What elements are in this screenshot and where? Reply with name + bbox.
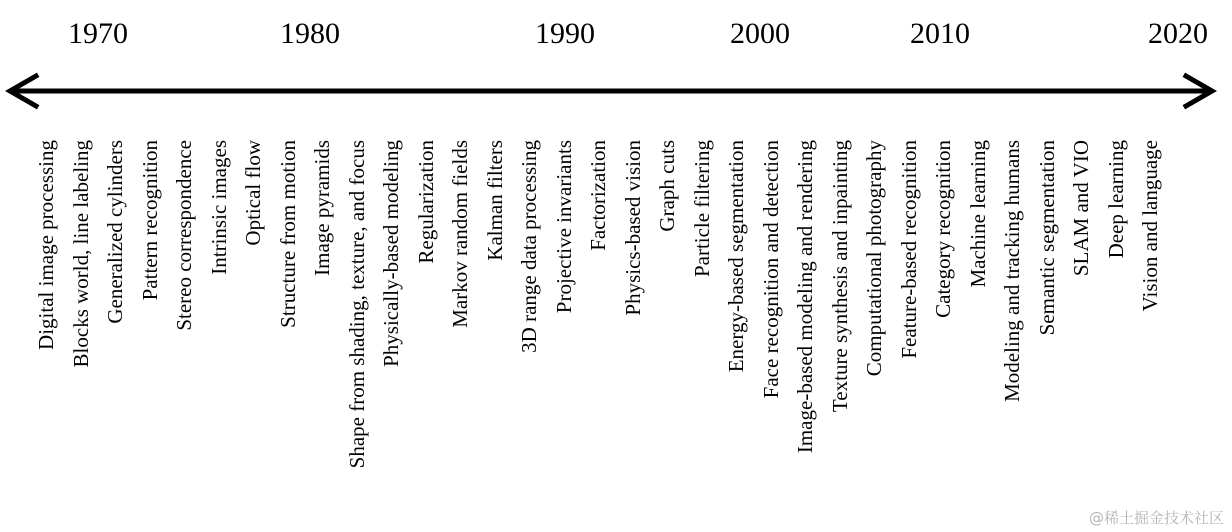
topic-label: Pattern recognition — [137, 140, 162, 301]
topic-label: Physically-based modeling — [379, 140, 403, 367]
topic-label: Physics-based vision — [620, 140, 645, 316]
topic-label: Digital image processing — [34, 140, 58, 350]
year-label: 1990 — [535, 17, 595, 50]
topic-label: Graph cuts — [655, 140, 679, 232]
year-label: 2010 — [910, 17, 970, 50]
topic-label: Optical flow — [241, 140, 265, 246]
topic-label: 3D range data processing — [517, 140, 541, 353]
year-label: 1970 — [68, 17, 128, 50]
topic-label: Feature-based recognition — [896, 140, 921, 359]
topic-label: Deep learning — [1103, 140, 1128, 259]
topic-label: Generalized cylinders — [103, 140, 127, 324]
year-label: 2020 — [1148, 17, 1208, 50]
topic-label: Shape from shading, texture, and focus — [344, 140, 369, 469]
topic-label: Energy-based segmentation — [724, 140, 748, 373]
year-label: 1980 — [280, 17, 340, 50]
topic-label: Markov random fields — [448, 140, 472, 328]
topic-label: Factorization — [586, 140, 610, 251]
topic-label: Image-based modeling and rendering — [793, 140, 817, 454]
topic-label: Intrinsic images — [206, 140, 231, 275]
topic-label: Computational photography — [862, 140, 886, 377]
year-label: 2000 — [730, 17, 790, 50]
topic-label: Texture synthesis and inpainting — [827, 140, 852, 413]
topic-label: Structure from motion — [275, 140, 300, 328]
topic-label: Image pyramids — [310, 140, 334, 276]
topic-label: Face recognition and detection — [758, 140, 783, 399]
timeline-arrow — [0, 70, 1232, 112]
topic-label: SLAM and VIO — [1069, 140, 1093, 277]
topic-label: Category recognition — [931, 140, 955, 318]
topic-label: Particle filtering — [689, 140, 714, 278]
topic-label: Modeling and tracking humans — [1000, 140, 1024, 402]
topic-label: Machine learning — [965, 140, 990, 288]
topic-label: Stereo correspondence — [172, 140, 196, 331]
topic-label: Semantic segmentation — [1034, 140, 1059, 336]
topic-label: Kalman filters — [482, 140, 507, 261]
topic-label: Projective invariants — [551, 140, 576, 314]
topic-label: Regularization — [413, 140, 438, 264]
topic-label: Vision and language — [1138, 140, 1162, 312]
watermark: @稀土掘金技术社区 — [1088, 509, 1224, 527]
topic-label: Blocks world, line labeling — [68, 140, 93, 368]
